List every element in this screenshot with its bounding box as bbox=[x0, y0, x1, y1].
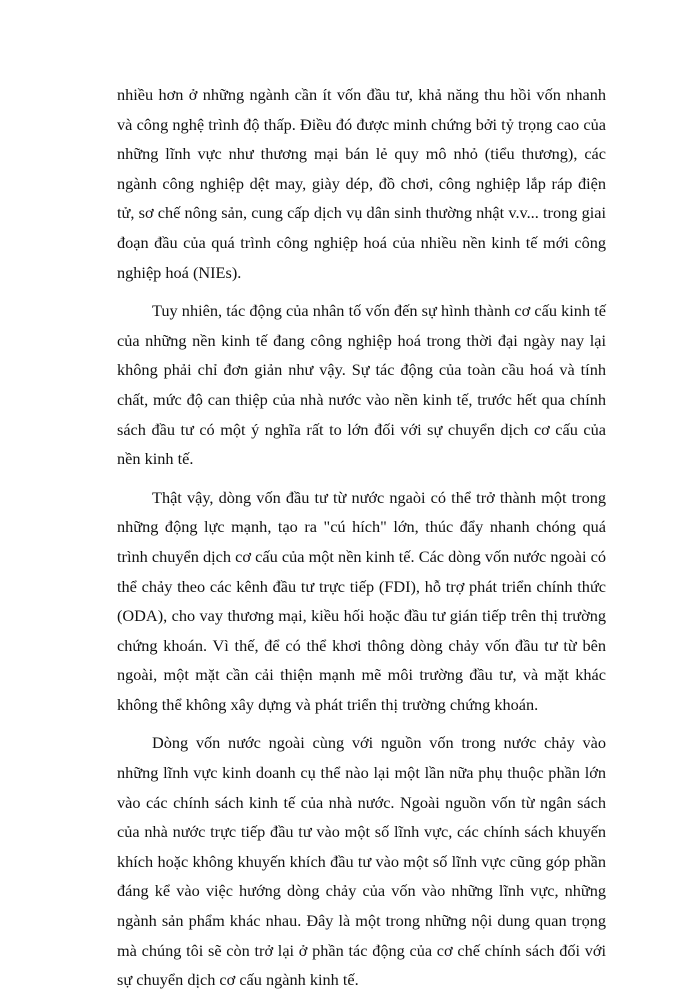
paragraph-4: Dòng vốn nước ngoài cùng với nguồn vốn trong nước chảy vào những lĩnh vực kinh doanh cụ thể nào lại một lần nữa phụ thuộc phần lớn vào các chính sách kinh tế của nhà nước. Ngoài nguồn vốn từ ngân sách của nhà nước trực tiếp đầu tư vào một số lĩnh vực, các chính sách khuyến khích hoặc không khuyến khích đầu tư vào một số lĩnh vực cũng góp phần đáng kể vào việc hướng dòng chảy của vốn vào những lĩnh vực, những ngành sản phẩm khác nhau. Đây là một trong những nội dung quan trọng mà chúng tôi sẽ còn trở lại ở phần tác động của cơ chế chính sách đối với sự chuyển dịch cơ cấu ngành kinh tế. bbox=[117, 733, 606, 990]
paragraph-2: Tuy nhiên, tác động của nhân tố vốn đến sự hình thành cơ cấu kinh tế của những nền kinh tế đang công nghiệp hoá trong thời đại ngày nay lại không phải chỉ đơn giản như vậy. Sự tác động của toàn cầu hoá và tính chất, mức độ can thiệp của nhà nước vào nền kinh tế, trước hết qua chính sách đầu tư có một ý nghĩa rất to lớn đối với sự chuyển dịch cơ cấu của nền kinh tế. bbox=[117, 301, 606, 469]
paragraph-3: Thật vậy, dòng vốn đầu tư từ nước ngaòi có thể trở thành một trong những động lực mạnh, tạo ra "cú hích" lớn, thúc đẩy nhanh chóng quá trình chuyển dịch cơ cấu của một nền kinh tế. Các dòng vốn nước ngoài có thể chảy theo các kênh đầu tư trực tiếp (FDI), hỗ trợ phát triển chính thức (ODA), cho vay thương mại, kiều hối hoặc đầu tư gián tiếp trên thị trường chứng khoán. Vì thế, để có thể khơi thông dòng chảy vốn đầu tư từ bên ngoài, một mặt cần cải thiện mạnh mẽ môi trường đầu tư, và mặt khác không thể không xây dựng và phát triển thị trường chứng khoán. bbox=[117, 487, 606, 714]
document-body bbox=[117, 80, 606, 1004]
paragraph-1: nhiều hơn ở những ngành cần ít vốn đầu tư, khả năng thu hồi vốn nhanh và công nghệ trình độ thấp. Điều đó được minh chứng bởi tỷ trọng cao của những lĩnh vực như thương mại bán lẻ quy mô nhỏ (tiểu thương), các ngành công nghiệp dệt may, giày dép, đồ chơi, công nghiệp lắp ráp điện tử, sơ chế nông sản, cung cấp dịch vụ dân sinh thường nhật v.v... trong giai đoạn đầu của quá trình công nghiệp hoá của nhiều nền kinh tế mới công nghiệp hoá (NIEs). bbox=[117, 85, 606, 282]
